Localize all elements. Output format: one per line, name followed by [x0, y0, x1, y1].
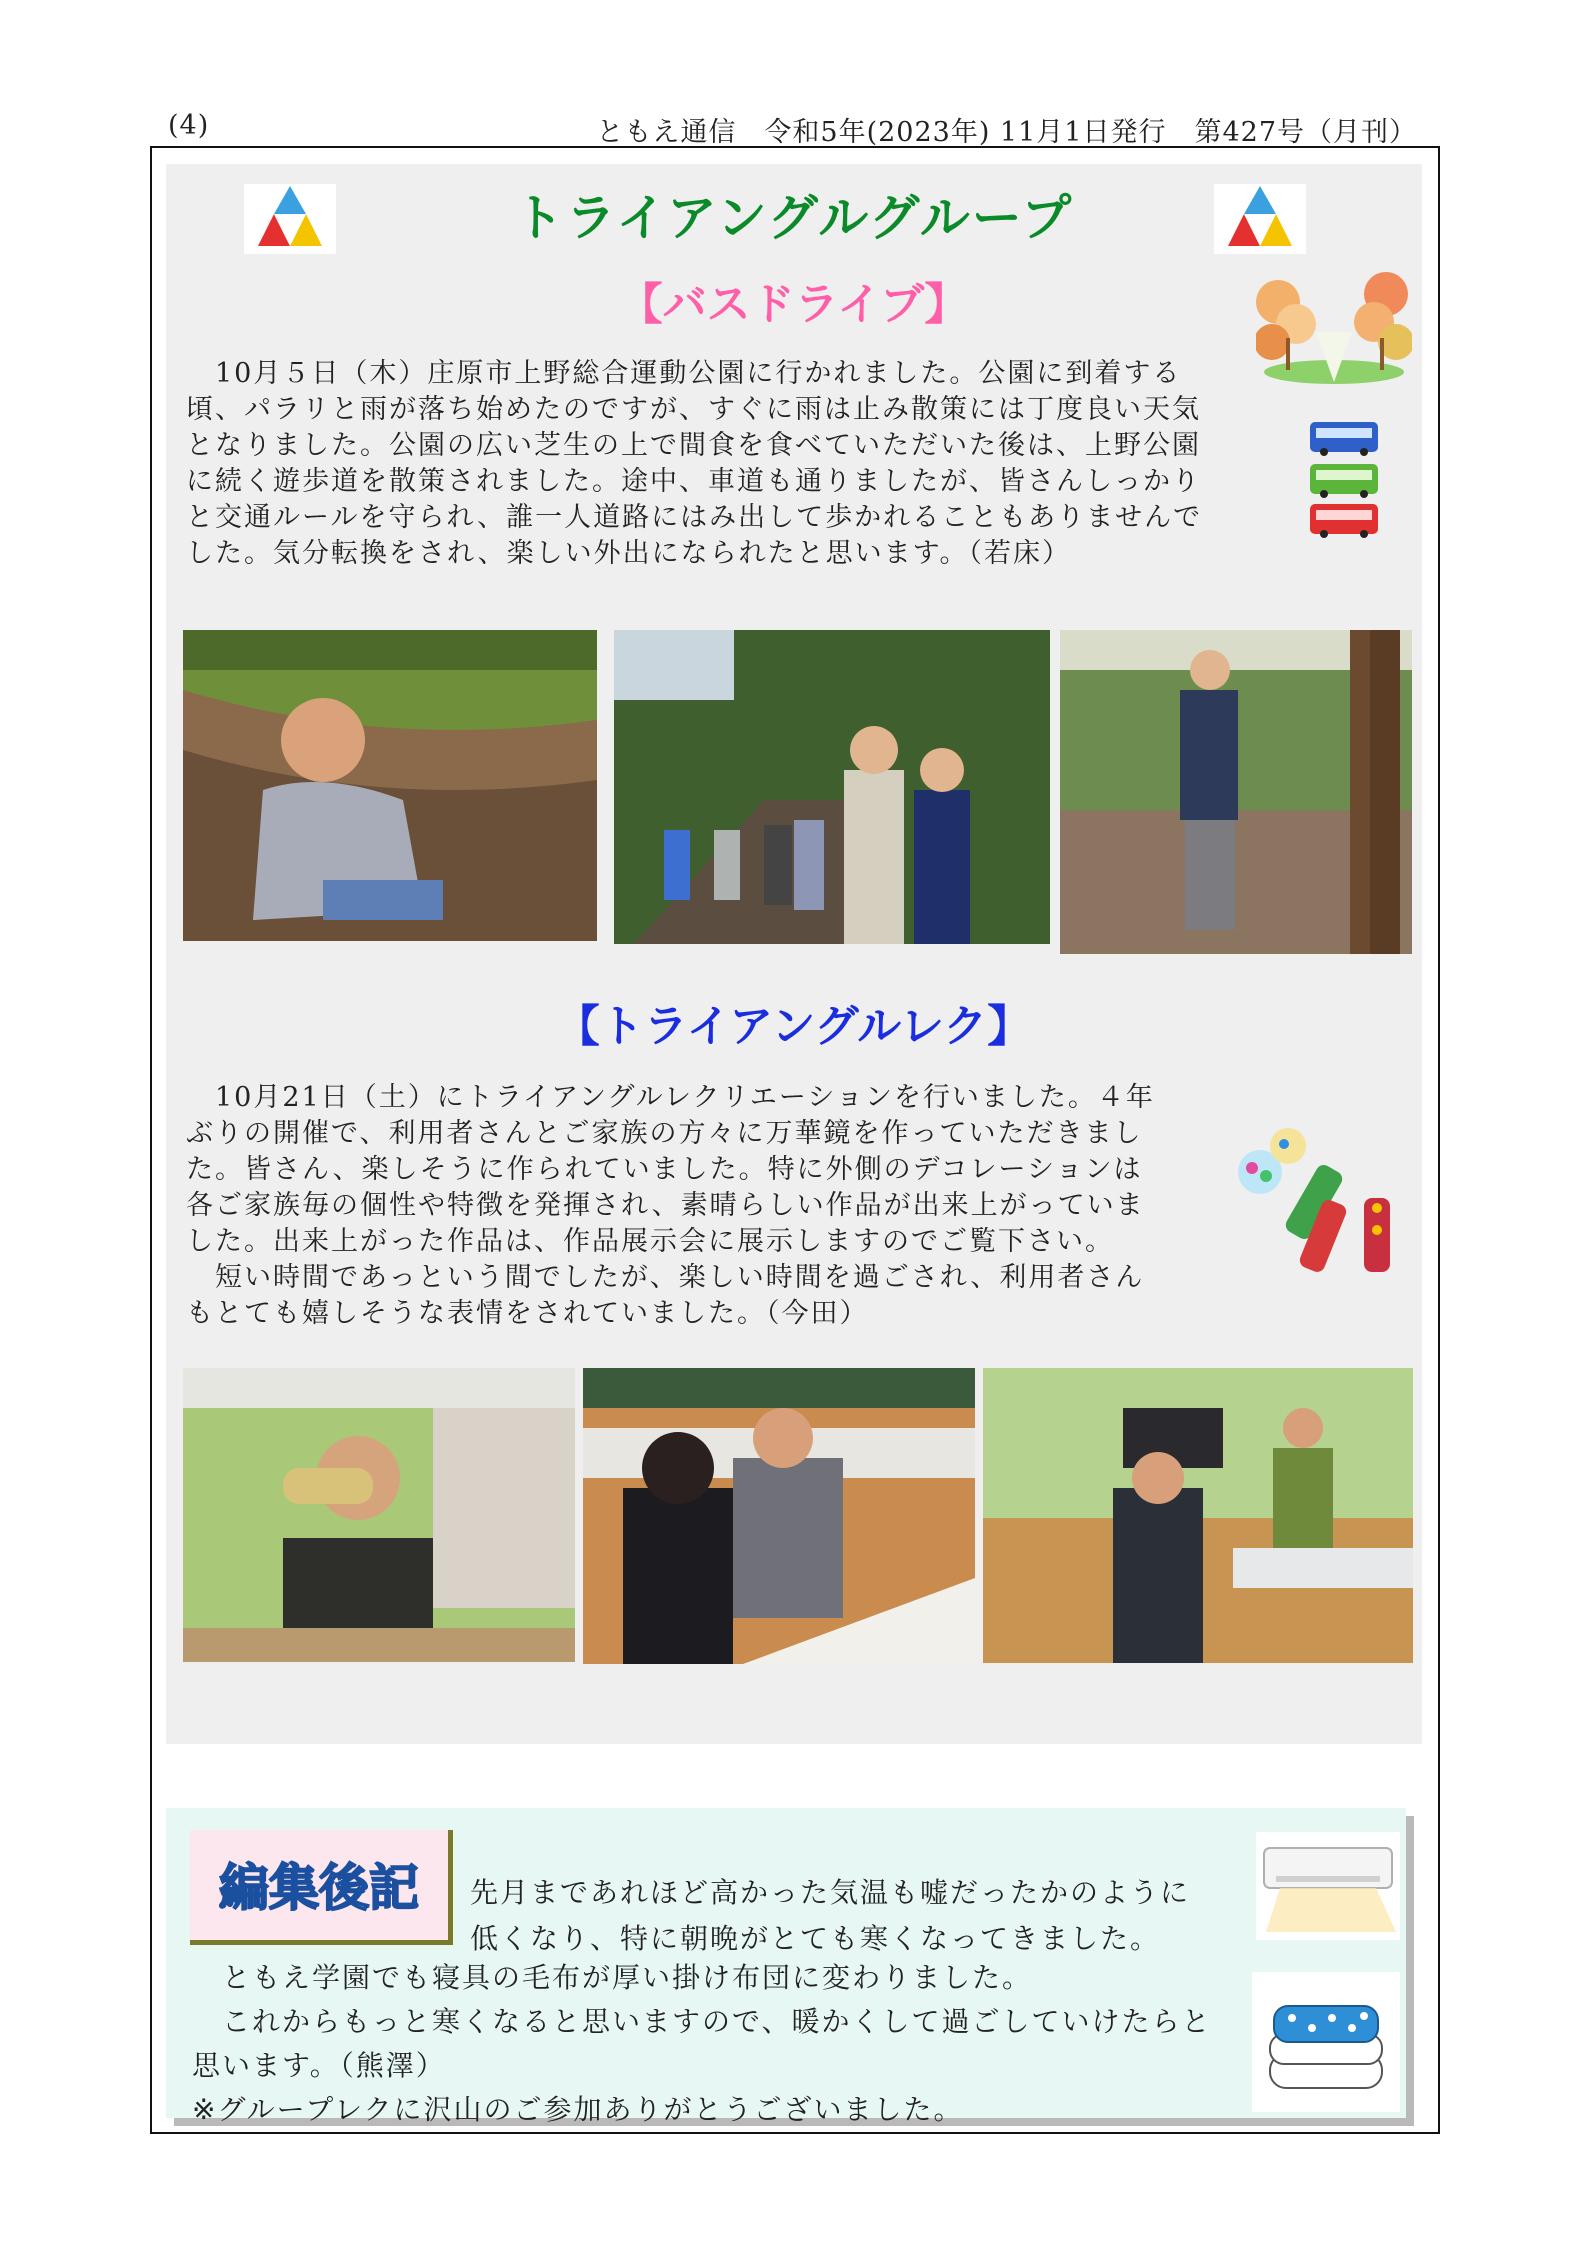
autumn-trees-icon — [1256, 262, 1412, 384]
futon-icon — [1252, 1972, 1400, 2112]
bus-drive-heading: 【バスドライブ】 — [618, 279, 969, 330]
photo-walking-path — [614, 630, 1050, 944]
photo-wooden-stage — [1060, 630, 1412, 954]
afterword-text-top: 先月まであれほど高かった気温も嘘だったかのように 低くなり、特に朝晩がとても寒くなってきました。 — [470, 1876, 1191, 1955]
air-conditioner-icon — [1256, 1832, 1400, 1940]
page-number: (4) — [168, 110, 210, 141]
buses-icon — [1308, 420, 1380, 540]
recreation-text: 10月21日（土）にトライアングルレクリエーションを行いました。４年 ぶりの開催で、利用者さんとご家族の方々に万華鏡を作っていただきまし た。皆さん、楽しそうに作られていました。特に外側のデコレーションは 各ご家族毎の個性や特徴を発揮され、素晴らしい作品が出来上がっていま した。出来上がった作品は、作品展示会に展示しますのでご覧下さい。 短い時間であっという間でしたが、楽しい時間を過ごされ、利用者さん もとても嬉しそうな表情をされていました。（今田） — [186, 1082, 1155, 1329]
kaleidoscope-icon — [1230, 1124, 1400, 1274]
photo-crafting-table — [583, 1368, 975, 1664]
publication-info: ともえ通信 令和5年(2023年) 11月1日発行 第427号（月刊） — [596, 117, 1417, 148]
bus-drive-text: 10月５日（木）庄原市上野総合運動公園に行かれました。公園に到着する 頃、パラリと雨が落ち始めたのですが、すぐに雨は止み散策には丁度良い天気 となりました。公園の広い芝生の上で間食を食べていただいた後は、上野公園 に続く遊歩道を散策されました。途中、車道も通りましたが、皆さんしっかり と交通ルールを守られ、誰一人道路にはみ出して歩かれることもありませんで した。気分転換をされ、楽しい外出になられたと思います。（若床） — [186, 358, 1203, 569]
group-title: トライアングルグループ — [513, 189, 1074, 247]
afterword-text-body: ともえ学園でも寝具の毛布が厚い掛け布団に変わりました。 これからもっと寒くなると思いますので、暖かくして過ごしていけたらと 思います。（熊澤） ※グループレクに沢山のご参加ありがとうございました。 — [192, 1961, 1212, 2126]
photo-classroom-group — [983, 1368, 1413, 1663]
photo-park-smile — [183, 630, 597, 941]
photo-kaleidoscope-look — [183, 1368, 575, 1662]
afterword-title: 編集後記 — [219, 1859, 419, 1917]
recreation-heading: 【トライアングルレク】 — [555, 1001, 1032, 1052]
